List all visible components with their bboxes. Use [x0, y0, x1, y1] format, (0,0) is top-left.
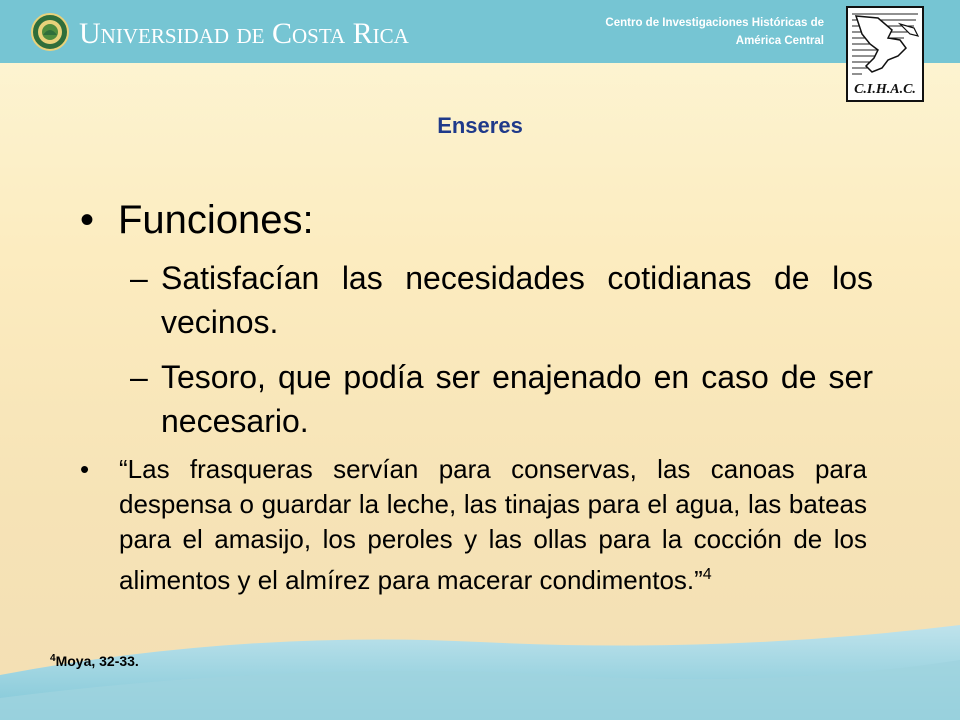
- cihac-logo-text: C.I.H.A.C.: [854, 82, 916, 97]
- sub-bullet-1-text: Satisfacían las necesidades cotidianas de los vecinos.: [161, 260, 873, 340]
- center-name-line-2: América Central: [735, 35, 824, 47]
- cihac-logo: [846, 6, 924, 102]
- dash-marker: –: [130, 260, 148, 296]
- central-america-map-icon: [848, 10, 922, 80]
- footnote-number: 4: [50, 653, 56, 664]
- center-name-line-1: Centro de Investigaciones Históricas de: [605, 17, 824, 29]
- sub-bullet-2-text: Tesoro, que podía ser enajenado en caso de ser necesario.: [161, 359, 873, 439]
- quote-text: “Las frasqueras servían para conservas, las canoas para despensa o guardar la leche, las tinajas para el agua, las bateas para el amasijo, los peroles y las ollas para la cocción de los alimentos y el almírez para macerar condimentos.”: [119, 454, 867, 595]
- header-band: [0, 0, 960, 63]
- university-name: Universidad de Costa Rica: [79, 17, 409, 50]
- footnote-reference: 4: [702, 566, 712, 583]
- main-bullet-text: Funciones:: [118, 198, 314, 242]
- research-center-name: [524, 14, 824, 50]
- quote-text-block: [119, 452, 867, 598]
- slide-title: Enseres: [437, 113, 523, 138]
- dash-marker: –: [130, 359, 148, 395]
- university-seal-icon: [31, 13, 69, 51]
- bottom-wave-decoration: [0, 620, 960, 720]
- bullet-marker: •: [80, 198, 95, 242]
- footnote-text: Moya, 32-33.: [55, 653, 139, 669]
- footnote: [50, 653, 139, 669]
- bullet-marker: •: [80, 454, 90, 484]
